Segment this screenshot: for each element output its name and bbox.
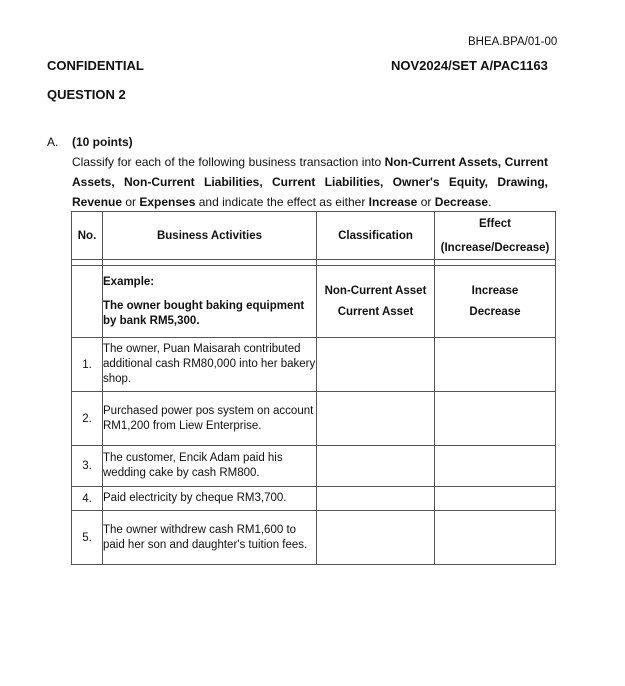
instruction-part: or [417, 195, 435, 209]
row-classification-answer[interactable] [317, 487, 435, 511]
example-class-1: Non-Current Asset [324, 285, 427, 297]
row-activity: The customer, Encik Adam paid his wedding cake by cash RM800. [103, 446, 317, 487]
example-activity-cell [103, 266, 317, 338]
header-effect-subtitle: (Increase/Decrease) [440, 241, 550, 254]
instruction-decrease: Decrease [434, 195, 489, 209]
row-number: 3. [72, 446, 103, 487]
instruction-categories: Non-Current Assets, Current Assets, Non-Current Liabilities, Current Liabilities, Owner's Equity, Drawing, Revenue [72, 155, 548, 209]
row-activity: Purchased power pos system on account RM1,200 from Liew Enterprise. [103, 392, 317, 446]
document-code: BHEA.BPA/01-00 [468, 36, 558, 48]
row-effect-answer[interactable] [435, 487, 556, 511]
row-number: 4. [72, 487, 103, 511]
row-activity: Paid electricity by cheque RM3,700. [103, 487, 317, 511]
example-text: The owner bought baking equipment by bank RM5,300. [103, 299, 305, 327]
row-classification-answer[interactable] [317, 511, 435, 565]
row-activity: The owner, Puan Maisarah contributed additional cash RM80,000 into her bakery shop. [103, 338, 317, 392]
row-activity: The owner withdrew cash RM1,600 to paid her son and daughter's tuition fees. [103, 511, 317, 565]
row-number: 2. [72, 392, 103, 446]
table-row [72, 392, 556, 446]
row-effect-answer[interactable] [435, 392, 556, 446]
instruction-part: Classify for each of the following business transaction into [72, 155, 385, 169]
row-effect-answer[interactable] [435, 511, 556, 565]
header-classification: Classification [317, 212, 435, 260]
row-classification-answer[interactable] [317, 446, 435, 487]
row-classification-answer[interactable] [317, 392, 435, 446]
row-effect-answer[interactable] [435, 446, 556, 487]
example-effect-1: Increase [471, 285, 519, 297]
instruction-text [72, 152, 548, 212]
row-classification-answer[interactable] [317, 338, 435, 392]
example-effect-cell [435, 266, 556, 338]
table-row [72, 446, 556, 487]
header-no: No. [72, 212, 103, 260]
table-row [72, 487, 556, 511]
row-effect-answer[interactable] [435, 338, 556, 392]
instruction-increase: Increase [368, 195, 418, 209]
example-row [72, 266, 556, 338]
instruction-part: or [122, 195, 140, 209]
row-number: 5. [72, 511, 103, 565]
example-label: Example: [103, 275, 155, 288]
exam-set-code: NOV2024/SET A/PAC1163 [391, 58, 548, 73]
example-classification-cell [317, 266, 435, 338]
example-effect-2: Decrease [469, 306, 521, 318]
part-label: A. [47, 135, 59, 149]
header-activities: Business Activities [103, 212, 317, 260]
header-effect-title: Effect [479, 217, 511, 230]
example-no-cell [72, 266, 103, 338]
instruction-expenses: Expenses [139, 195, 196, 209]
instruction-part: . [488, 195, 492, 209]
header-effect [435, 212, 556, 260]
example-class-2: Current Asset [337, 306, 414, 318]
table-header-row [72, 212, 556, 260]
instruction-part: and indicate the effect as either [195, 195, 369, 209]
row-number: 1. [72, 338, 103, 392]
question-title: QUESTION 2 [47, 87, 126, 102]
points-label: (10 points) [72, 135, 133, 149]
confidential-label: CONFIDENTIAL [47, 58, 144, 73]
table-row [72, 338, 556, 392]
classification-table [71, 211, 556, 565]
table-row [72, 511, 556, 565]
